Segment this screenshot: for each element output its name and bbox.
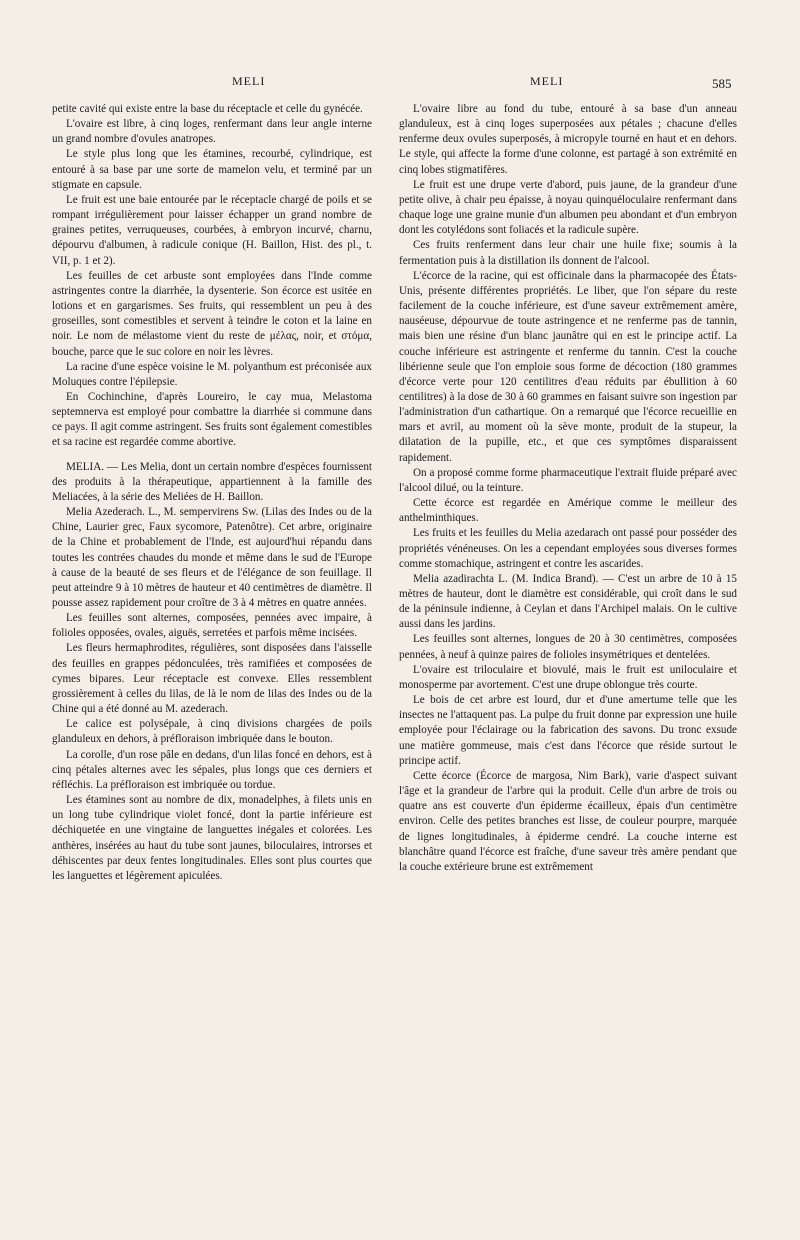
paragraph: L'ovaire est triloculaire et biovulé, mais le fruit est uniloculaire et monosperme par avortement. C'est une drupe oblongue très courte. (399, 663, 737, 691)
paragraph: petite cavité qui existe entre la base du réceptacle et celle du gynécée. (52, 103, 363, 115)
right-text-column (399, 102, 737, 875)
right-running-head: MELI (530, 74, 564, 88)
paragraph: Les étamines sont au nombre de dix, monadelphes, à filets unis en un long tube cylindrique violet foncé, dont la partie inférieure est déchiquetée en une vingtaine de languettes inégales et colorées. Les anthères, insérées au haut du tube sont jaunes, biloculaires, introrses et déhiscentes par deux fentes longitudinales. Elles sont plus courtes que les languettes et légèrement apiculées. (52, 794, 372, 882)
page-number: 585 (712, 76, 732, 91)
paragraph: L'écorce de la racine, qui est officinale dans la pharmacopée des États-Unis, présente différentes propriétés. Le liber, que l'on sépare du reste facilement de la couche inférieure, est d'une saveur extrêmement amère, nauséeuse, dépourvue de toute astringence et ne renferme pas de tannin, mais bien une résine d'un blanc jaunâtre qui en est le principe actif. La couche inférieure est astringente et renferme du tannin. C'est la couche libérienne seule que l'on emploie sous forme de décoction (180 grammes d'écorce verte pour 120 centilitres d'eau réduits par ébullition à 60 centilitres) à la dose de 30 à 60 grammes en faisant suivre son ingestion par l'administration d'un cathartique. On a remarqué que l'écorce recueillie en mars et avril, au moment où la sève monte, produit de la stupeur, la dilatation de la pupille, etc., et que ces symptômes disparaissent rapidement. (399, 269, 737, 464)
paragraph: La corolle, d'un rose pâle en dedans, d'un lilas foncé en dehors, est à cinq pétales alternes avec les sépales, plus longs que ces derniers et réfléchis. La préfloraison est imbriquée ou tordue. (52, 748, 372, 791)
paragraph: On a proposé comme forme pharmaceutique l'extrait fluide préparé avec l'alcool dilué, ou la teinture. (399, 466, 737, 494)
paragraph: Melia Azederach. L., M. sempervirens Sw. (Lilas des Indes ou de la Chine, Laurier grec, Faux sycomore, Patenôtre). Cet arbre, originaire de la Chine et probablement de l'Inde, est aujourd'hui répandu dans toutes les contrées chaudes du monde et même dans le sud de l'Europe à cause de la beauté de ses fleurs et de l'élégance de son feuillage. Il peut atteindre 9 à 10 mètres de hauteur et 40 centimètres de diamètre. Il pousse assez rapidement pour croître de 3 à 4 mètres en quatre années. (52, 506, 372, 609)
paragraph: Les feuilles sont alternes, longues de 20 à 30 centimètres, composées pennées, à neuf à quinze paires de folioles insymétriques et dentelées. (399, 633, 737, 661)
paragraph: MELIA. — Les Melia, dont un certain nombre d'espèces fournissent des produits à la thérapeutique, appartiennent à la famille des Meliacées, à la série des Meliées de H. Baillon. (52, 460, 372, 503)
paragraph: Les fleurs hermaphrodites, régulières, sont disposées dans l'aisselle des feuilles en grappes pédonculées, très ramifiées et composées de cymes bipares. Leur réceptacle est convexe. Elles ressemblent grossièrement à celles du lilas, de là le nom de lilas des Indes ou de la Chine qui a été donné au M. azederach. (52, 642, 372, 716)
paragraph: Le fruit est une drupe verte d'abord, puis jaune, de la grandeur d'une petite olive, à chair peu épaisse, à noyau quinquéloculaire renfermant dans chaque loge une graine munie d'un albumen peu abondant et d'un embryon dont les cotylédons sont foliacés et la radicule supère. (399, 178, 737, 237)
left-running-head: MELI (232, 74, 266, 88)
left-text-column (52, 102, 372, 884)
paragraph: Le style plus long que les étamines, recourbé, cylindrique, est entouré à sa base par une sorte de mamelon velu, et terminé par un stigmate en capsule. (52, 148, 372, 191)
paragraph: Les feuilles sont alternes, composées, pennées avec impaire, à folioles opposées, ovales, aiguës, serretées et parfois même incisées. (52, 612, 372, 640)
paragraph: Cette écorce (Écorce de margosa, Nim Bark), varie d'aspect suivant l'âge et la grandeur de l'arbre qui la produit. Celle d'un arbre de trois ou quatre ans est couverte d'un épiderme écailleux, épais d'un centimètre environ. Celle des petites branches est lisse, de couleur pourpre, marquée de lignes longitudinales, à épiderme cendré. La couche interne est blanchâtre quand l'écorce est fraîche, d'une saveur très amère pendant que la couche extérieure brune est extrêmement (399, 769, 737, 873)
paragraph: La racine d'une espèce voisine le M. polyanthum est préconisée aux Moluques contre l'épilepsie. (52, 360, 372, 388)
paragraph: L'ovaire libre au fond du tube, entouré à sa base d'un anneau glanduleux, est à cinq loges superposées aux pétales ; chacune d'elles renferme deux ovules superposés, à micropyle tourné en haut et en dehors. Le style, qui affecte la forme d'une colonne, est partagé à son extrémité en cinq lobes stigmatifères. (399, 103, 737, 176)
paragraph: Le fruit est une baie entourée par le réceptacle chargé de poils et se rompant irrégulièrement pour laisser échapper un grand nombre de graines petites, verruqueuses, courbées, à embryon incurvé, charnu, dépourvu d'albumen, à radicule conique (H. Baillon, Hist. des pl., t. VII, p. 1 et 2). (52, 193, 372, 267)
paragraph: Melia azadirachta L. (M. Indica Brand). — C'est un arbre de 10 à 15 mètres de hauteur, dont le diamètre est considérable, qui croît dans le sud de la péninsule indienne, à Ceylan et dans l'Archipel malais. On le cultive aussi dans les jardins. (399, 572, 737, 631)
paragraph: Les feuilles de cet arbuste sont employées dans l'Inde comme astringentes contre la diarrhée, la dysenterie. Son écorce est usitée en lotions et en gargarismes. Ses fruits, qui ressemblent un peu à des groseilles, sont comestibles et servent à teindre le coton et la laine en noir. Le nom de mélastome vient du reste de μέλας, noir, et στόμα, bouche, parce que le suc colore en noir les lèvres. (52, 269, 372, 358)
paragraph: Le bois de cet arbre est lourd, dur et d'une amertume telle que les insectes ne l'attaquent pas. La pulpe du fruit donne par expression une huile employée pour l'éclairage ou la fabrication des savons. Du tronc exsude une matière gommeuse, mais c'est dans l'écorce que réside surtout le principe actif. (399, 694, 737, 767)
paragraph: Les fruits et les feuilles du Melia azedarach ont passé pour posséder des propriétés vénéneuses. On les a cependant employées sous diverses formes comme stomachique, astringent et contre les ascarides. (399, 527, 737, 570)
paragraph: Cette écorce est regardée en Amérique comme le meilleur des anthelminthiques. (399, 497, 737, 525)
paragraph: En Cochinchine, d'après Loureiro, le cay mua, Melastoma septemnerva est employé pour combattre la diarrhée si commune dans ce pays. Il agit comme astringent. Ses fruits sont également comestibles et sa racine est regardée comme abortive. (52, 390, 372, 449)
paragraph: Ces fruits renferment dans leur chair une huile fixe; soumis à la fermentation puis à la distillation ils donnent de l'alcool. (399, 239, 737, 267)
paragraph: L'ovaire est libre, à cinq loges, renfermant dans leur angle interne un grand nombre d'ovules anatropes. (52, 118, 372, 146)
paragraph: Le calice est polysépale, à cinq divisions chargées de poils glanduleux en dehors, à préfloraison imbriquée dans le bouton. (52, 718, 372, 746)
